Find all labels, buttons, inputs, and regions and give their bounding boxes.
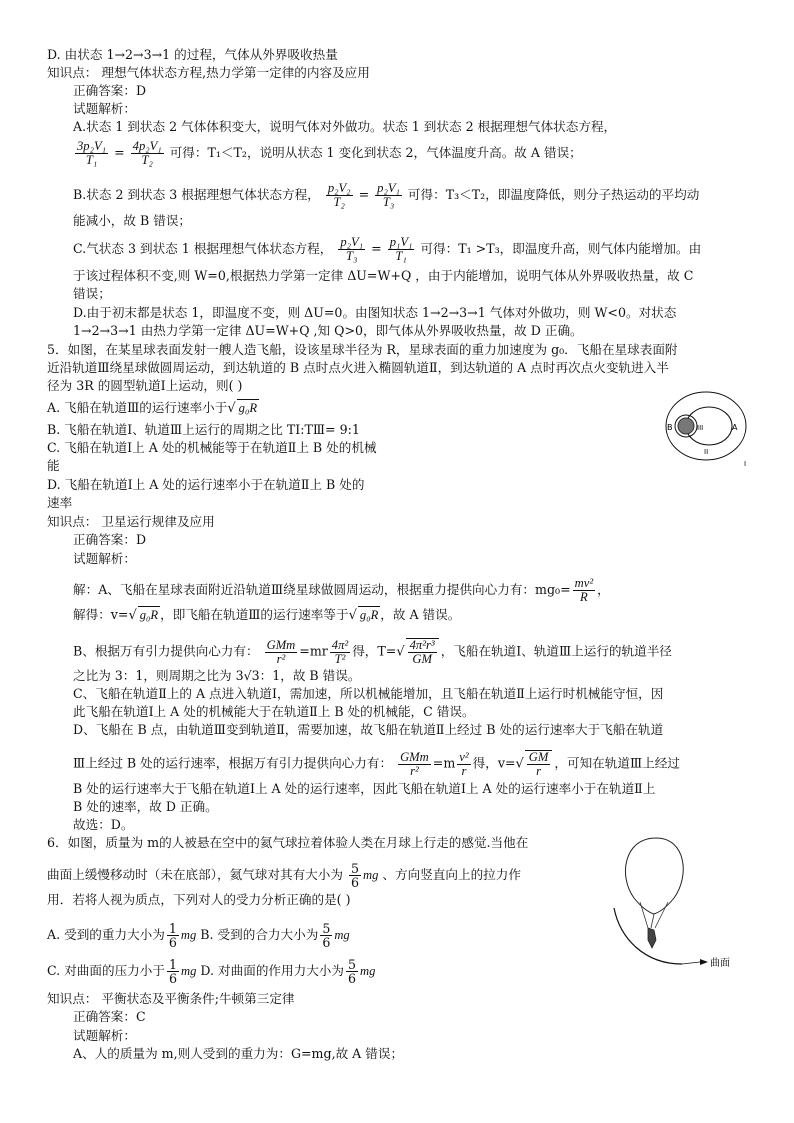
q6-options-ab: A. 受到的重力大小为 $\frac{1}{6}$ mg B. 受到的合力大小为 $\frac{5}{6}$ mg xyxy=(47,921,350,950)
q5-correct-answer: 正确答案：D xyxy=(73,532,147,547)
q5-explain-d2: Ⅲ上经过 B 处的运行速率，根据万有引力提供向心力有： $\frac{\text{GMm}}{\text{r²}}$ =m $\frac{\text{v²}}{r}$ 得，v=√ $\frac{GM}{r}$ ，可知在轨道Ⅲ上经过 xyxy=(73,749,680,778)
q6-explain-a: A、人的质量为 m,则人受到的重力为：G=mg,故 A 错误； xyxy=(73,1046,404,1061)
q6-stem-line1: 6．如图，质量为 m的人被悬在空中的氦气球拉着体验人类在月球上行走的感觉.当他在 xyxy=(47,835,529,850)
pointer-arrow-icon xyxy=(700,959,708,965)
q6-analysis-heading: 试题解析： xyxy=(73,1028,136,1043)
q5-explain-a2: 解得：v=√ g₀R ，即飞船在轨道Ⅲ的运行速率等于√ g₀R ，故 A 错误。 xyxy=(73,607,461,623)
label-i: I xyxy=(744,460,747,468)
planet xyxy=(678,418,694,434)
orbit-diagram xyxy=(664,388,750,468)
analysis-c-line3: 错误； xyxy=(73,286,111,301)
q6-knowledge-point: 知识点： 平衡状态及平衡条件;牛顿第三定律 xyxy=(47,991,295,1006)
q5-option-d-line2: 速率 xyxy=(47,495,73,510)
curve-label: 曲面 xyxy=(710,958,730,969)
balloon-diagram xyxy=(604,836,754,976)
analysis-a-line2: $\frac{\text{3p₂V₁}}{\text{T₁}}$ = $\frac{\text{4p₂V₁}}{\text{T₂}}$ 可得：T₁＜T₂，说明从状态 1 变化到状态 2，气体温度升高。故 A 错误； xyxy=(77,139,582,167)
analysis-d-line2: 1→2→3→1 由热力学第一定律 ΔU=W+Q ,知 Q>0，即气体从外界吸收热量，故 D 正确。 xyxy=(73,323,583,338)
q5-explain-d4: B 处的速率，故 D 正确。 xyxy=(73,799,218,814)
q5-explain-d1: D、飞船在 B 点，由轨道Ⅲ变到轨道Ⅱ，需要加速，故飞船在轨道Ⅱ上经过 B 处的运行速率大于飞船在轨道 xyxy=(73,722,664,737)
analysis-c-line2: 于该过程体积不变,则 W=0,根据热力学第一定律 ΔU=W+Q ，由于内能增加，说明气体从外界吸收热量，故 C xyxy=(73,268,694,283)
q6-stem-line3: 用．若将人视为质点，下列对人的受力分析正确的是( ) xyxy=(47,892,351,907)
q6-stem-line2: 曲面上缓慢移动时（未在底部），氦气球对其有大小为 $\frac{5}{6}$ mg 、方向竖直向上的拉力作 xyxy=(47,861,521,890)
label-iii: III xyxy=(697,424,704,432)
q5-analysis-heading: 试题解析： xyxy=(73,551,136,566)
q5-explain-d3: B 处的运行速率大于飞船在轨道Ⅰ上 A 处的运行速率，因此飞船在轨道Ⅰ上 A 处的运行速率小于在轨道Ⅱ上 xyxy=(73,781,656,796)
q5-knowledge-point: 知识点： 卫星运行规律及应用 xyxy=(47,514,215,529)
analysis-d-line1: D.由于初末都是状态 1，即温度不变，则 ΔU=0。由图知状态 1→2→3→1 气体对外做功，则 W<0。对状态 xyxy=(73,305,677,320)
q5-explain-c1: C、飞船在轨道Ⅱ上的 A 点进入轨道Ⅰ，需加速，所以机械能增加，且飞船在轨道Ⅱ上运行时机械能守恒，因 xyxy=(73,686,664,701)
analysis-heading: 试题解析： xyxy=(73,101,136,116)
q5-choice: 故选：D。 xyxy=(73,817,134,832)
knowledge-point: 知识点： 理想气体状态方程,热力学第一定律的内容及应用 xyxy=(47,65,370,80)
q5-explain-a: 解：A、飞船在星球表面附近沿轨道Ⅲ绕星球做圆周运动，根据重力提供向心力有：mg₀= $\frac{\text{mv²}}{R}$ ， xyxy=(73,576,610,604)
analysis-c-line1: C.气状态 3 到状态 1 根据理想气体状态方程， $\frac{\text{p₂V₁}}{\text{T₃}}$ = $\frac{\text{p₁V₁}}{\text{T₁}}$ 可得：T₁ >T₃，即温度升高，则气体内能增加。由 xyxy=(73,235,702,263)
person xyxy=(648,928,656,948)
analysis-b-line2: 能减小，故 B 错误； xyxy=(73,213,192,228)
balloon xyxy=(625,838,683,914)
q6-correct-answer: 正确答案：C xyxy=(73,1009,146,1024)
label-b: B xyxy=(667,423,673,432)
formula-ratio-12: $\frac{\text{3p₂V₁}}{\text{T₁}}$ xyxy=(77,139,107,167)
label-a: A xyxy=(732,423,738,432)
q5-stem-line3: 径为 3R 的圆型轨道Ⅰ上运动，则( ) xyxy=(47,378,243,393)
q5-option-b: B. 飞船在轨道Ⅰ、轨道Ⅲ上运行的周期之比 TⅠ:TⅢ= 9:1 xyxy=(47,422,360,437)
analysis-b-line1: B.状态 2 到状态 3 根据理想气体状态方程， $\frac{\text{p₂V₂}}{\text{T₂}}$ = $\frac{\text{p₂V₁}}{\text{T₃}}$ 可得：T₃＜T₂，即温度降低，则分子热运动的平均动 xyxy=(73,181,700,209)
q5-explain-c2: 此飞船在轨道Ⅰ上 A 处的机械能大于在轨道Ⅱ上 B 处的机械能，C 错误。 xyxy=(73,704,475,719)
correct-answer: 正确答案：D xyxy=(73,83,147,98)
q5-option-c-line1: C. 飞船在轨道Ⅰ上 A 处的机械能等于在轨道Ⅱ上 B 处的机械 xyxy=(47,440,377,455)
analysis-a-line1: A.状态 1 到状态 2 气体体积变大，说明气体对外做功。状态 1 到状态 2 根据理想气体状态方程， xyxy=(73,119,617,134)
q6-options-cd: C. 对曲面的压力小于 $\frac{1}{6}$ mg D. 对曲面的作用力大小为 $\frac{5}{6}$ mg xyxy=(47,957,376,986)
q5-option-a: A. 飞船在轨道Ⅲ的运行速率小于√ g₀R xyxy=(47,400,258,416)
label-ii: II xyxy=(704,448,709,456)
q5-explain-b: B、根据万有引力提供向心力有： $\frac{\text{GMm}}{\text{r²}}$ =mr $\frac{\text{4π²}}{\text{T²}}$ 得，T=√ $\frac{\text{4π²r³}}{GM}$ ，飞船在轨道Ⅰ、轨道Ⅲ上运行的轨道半径 xyxy=(73,637,672,666)
q5-option-c-line2: 能 xyxy=(47,458,60,473)
option-d: D. 由状态 1→2→3→1 的过程，气体从外界吸收热量 xyxy=(47,47,338,62)
q5-explain-b2: 之比为 3：1，则周期之比为 3√3：1，故 B 错误。 xyxy=(73,668,361,683)
q5-stem-line1: 5．如图，在某星球表面发射一艘人造飞船，设该星球半径为 R，星球表面的重力加速度为 g₀．飞船在星球表面附 xyxy=(47,342,678,357)
q5-option-d-line1: D. 飞船在轨道Ⅰ上 A 处的运行速率小于在轨道Ⅱ上 B 处的 xyxy=(47,477,365,492)
q5-stem-line2: 近沿轨道Ⅲ绕星球做圆周运动，到达轨道的 B 点时点火进入椭圆轨道Ⅱ，到达轨道的 A 点时再次点火变轨进入半 xyxy=(47,360,669,375)
